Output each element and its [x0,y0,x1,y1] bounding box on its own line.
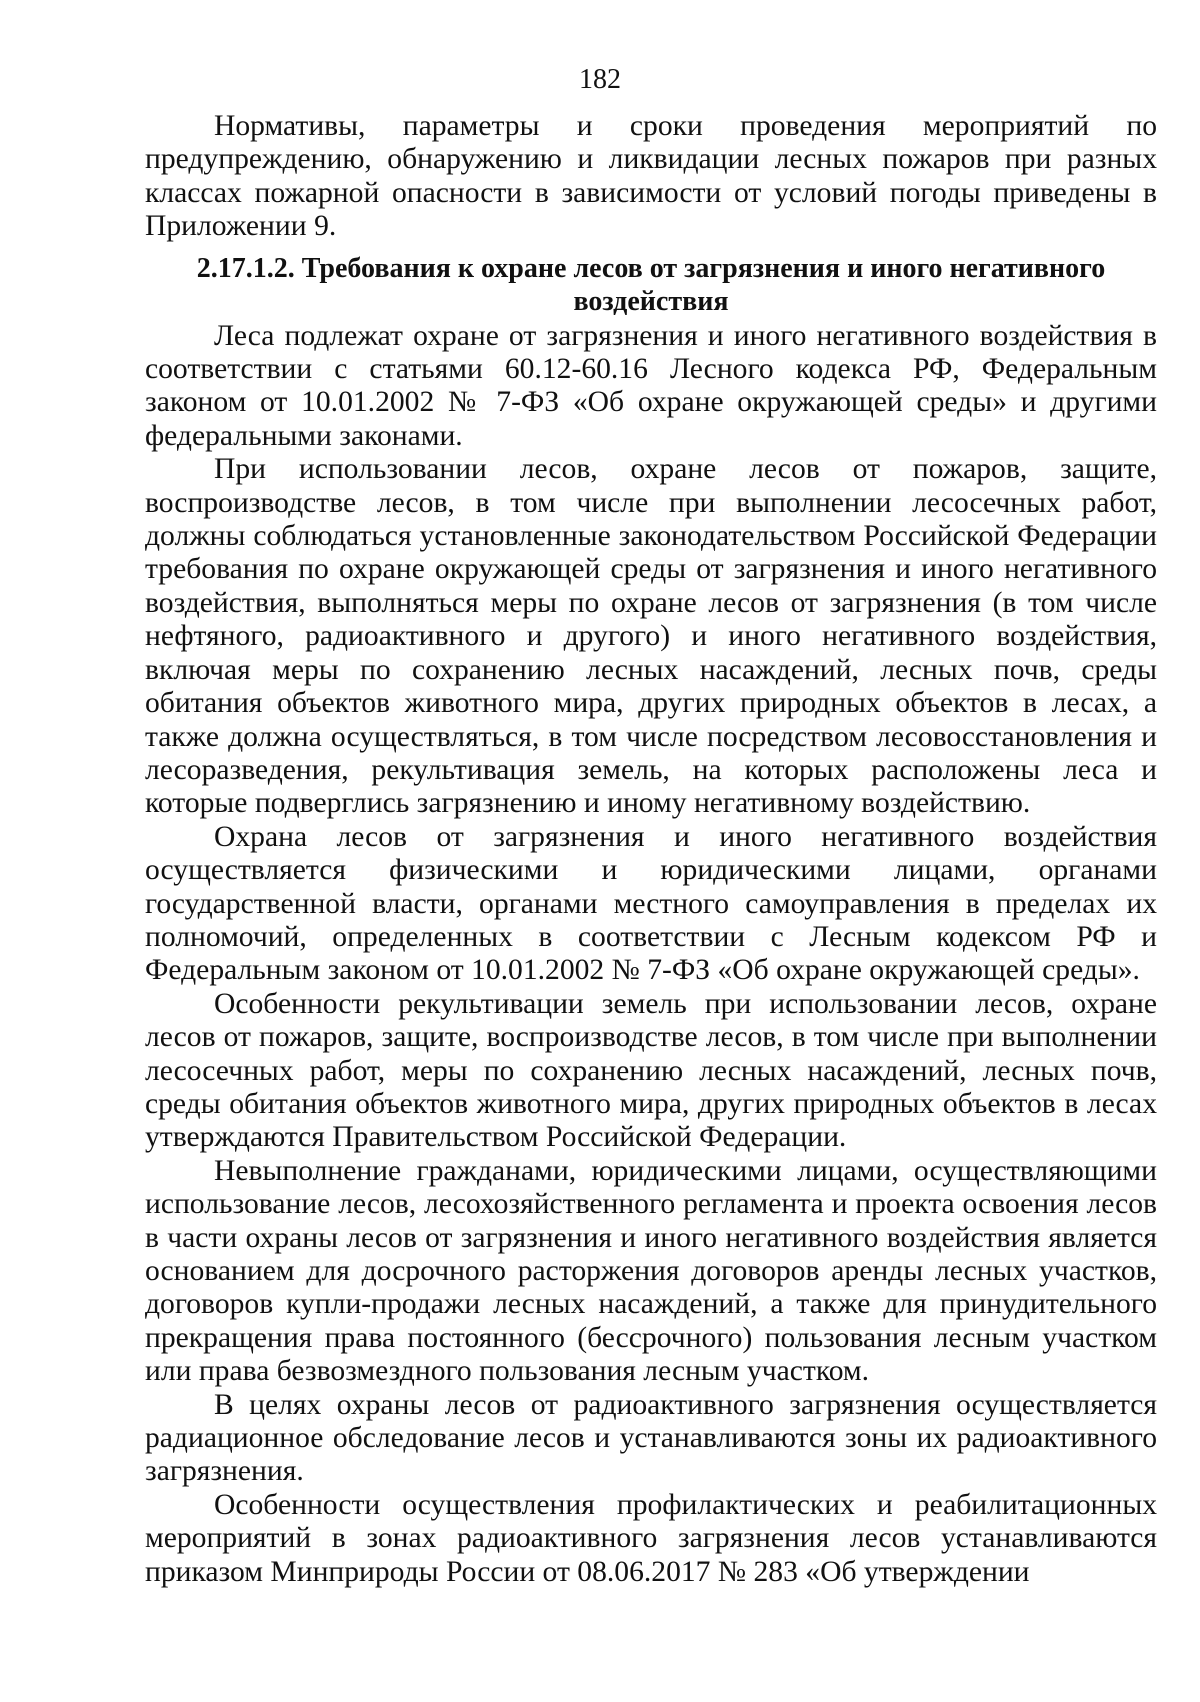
paragraph-forest-protection-law: Леса подлежат охране от загрязнения и иного негативного воздействия в соответствии с статьями 60.12-60.16 Лесного кодекса РФ, Федеральным законом от 10.01.2002 № 7-ФЗ «Об охране окружающей среды» и другими федеральными законами. [145,319,1157,452]
section-heading: 2.17.1.2. Требования к охране лесов от загрязнения и иного негативного воздействия [196,252,1106,317]
paragraph-environmental-requirements: При использовании лесов, охране лесов от пожаров, защите, воспроизводстве лесов, в том числе при выполнении лесосечных работ, должны соблюдаться установленные законодательством Российской Федерации требования по охране окружающей среды от загрязнения и иного негативного воздействия, выполняться меры по охране лесов от загрязнения (в том числе нефтяного, радиоактивного и другого) и иного негативного воздействия, включая меры по сохранению лесных насаждений, лесных почв, среды обитания объектов животного мира, других природных объектов в лесах, а также должна осуществляться, в том числе посредством лесовосстановления и лесоразведения, рекультивация земель, на которых расположены леса и которые подверглись загрязнению и иному негативному воздействию. [145,453,1157,820]
page-number: 182 [579,64,621,95]
paragraph-lease-termination: Невыполнение гражданами, юридическими лицами, осуществляющими использование лесов, лесохозяйственного регламента и проекта освоения лесов в части охраны лесов от загрязнения и иного негативного воздействия является основанием для досрочного расторжения договоров аренды лесных участков, договоров купли-продажи лесных насаждений, а также для принудительного прекращения права постоянного (бессрочного) пользования лесным участком или права безвозмездного пользования лесным участком. [145,1154,1157,1388]
paragraph-land-reclamation: Особенности рекультивации земель при использовании лесов, охране лесов от пожаров, защите, воспроизводстве лесов, в том числе при выполнении лесосечных работ, меры по сохранению лесных насаждений, лесных почв, среды обитания объектов животного мира, других природных объектов в лесах утверждаются Правительством Российской Федерации. [145,987,1157,1154]
intro-paragraph: Нормативы, параметры и сроки проведения мероприятий по предупреждению, обнаружению и ликвидации лесных пожаров при разных классах пожарной опасности в зависимости от условий погоды приведены в Приложении 9. [145,110,1157,243]
document-body [145,110,1157,1589]
paragraph-radiation-zones-order: Особенности осуществления профилактических и реабилитационных мероприятий в зонах радиоактивного загрязнения лесов устанавливаются приказом Минприроды России от 08.06.2017 № 283 «Об утверждении [145,1488,1157,1588]
paragraph-responsible-parties: Охрана лесов от загрязнения и иного негативного воздействия осуществляется физическими и юридическими лицами, органами государственной власти, органами местного самоуправления в пределах их полномочий, определенных в соответствии с Лесным кодексом РФ и Федеральным законом от 10.01.2002 № 7-ФЗ «Об охране окружающей среды». [145,820,1157,987]
paragraph-radiation-survey: В целях охраны лесов от радиоактивного загрязнения осуществляется радиационное обследование лесов и устанавливаются зоны их радиоактивного загрязнения. [145,1388,1157,1488]
